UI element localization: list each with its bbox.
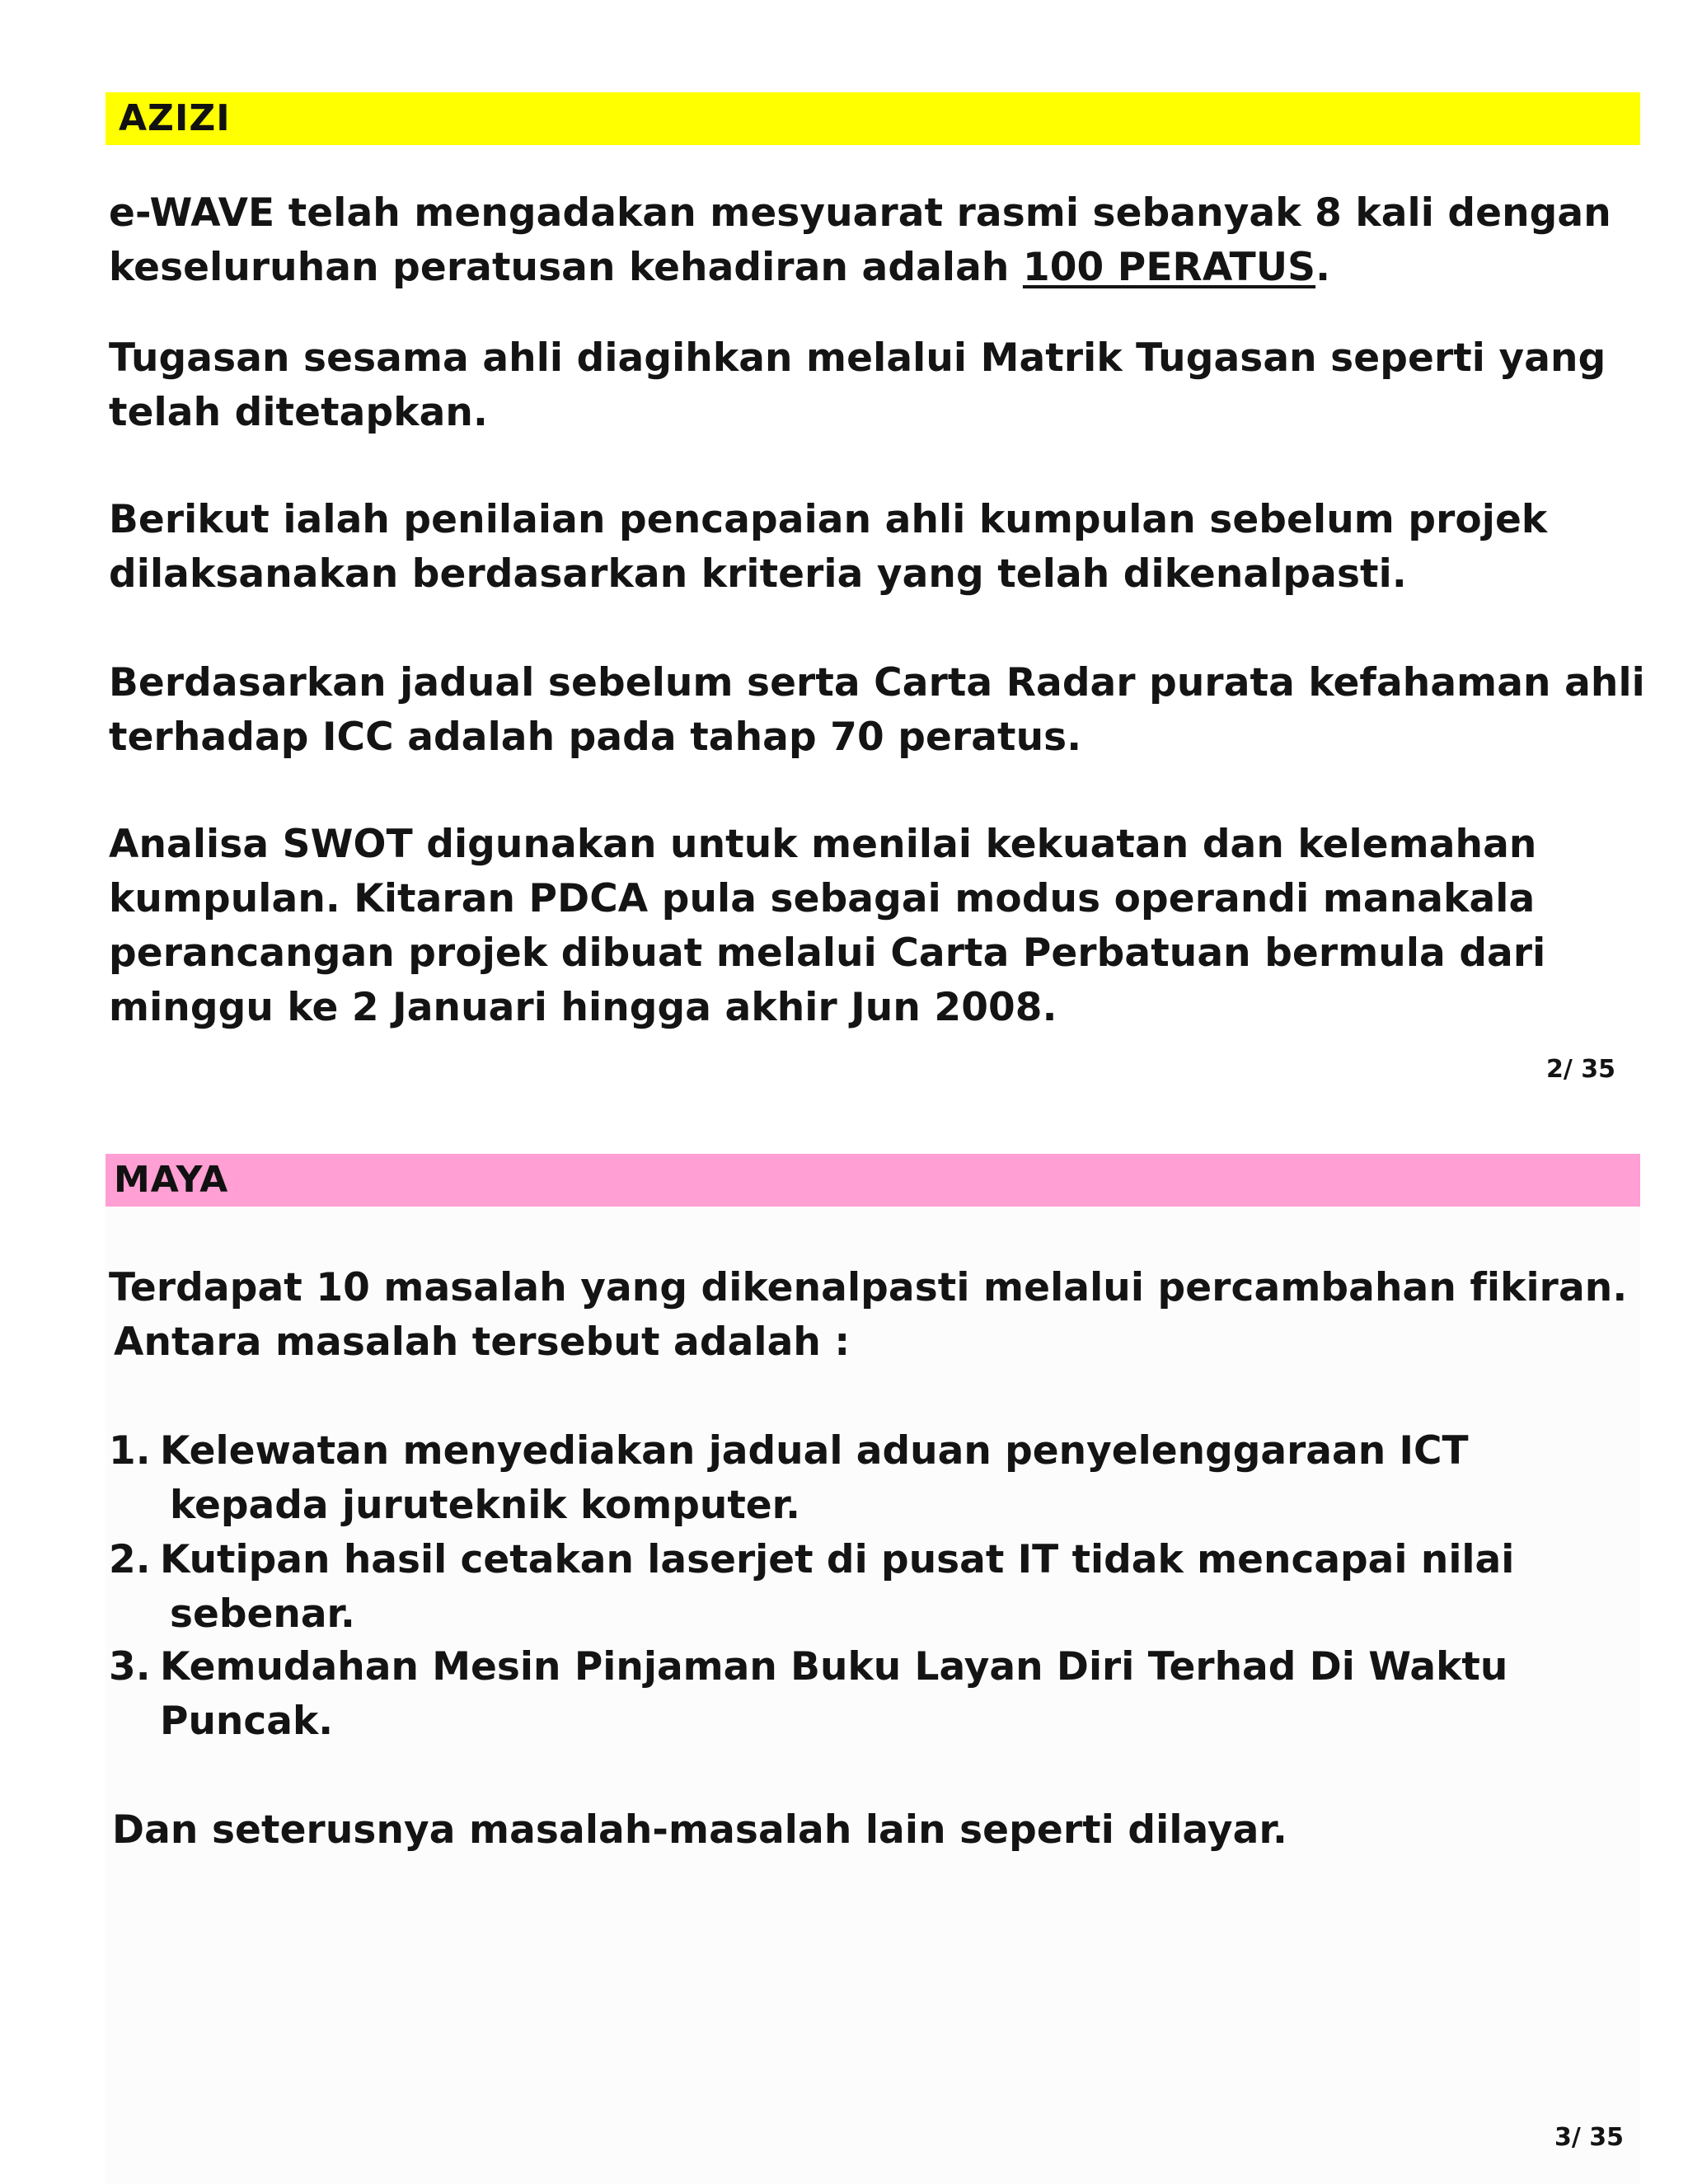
paragraph-line: perancangan projek dibuat melalui Carta Perbatuan bermula dari: [109, 930, 1546, 976]
paragraph-problem-intro: [109, 1261, 1627, 1370]
paragraph-line: e-WAVE telah mengadakan mesyuarat rasmi sebanyak 8 kali dengan: [109, 190, 1611, 236]
list-item-number: 1.: [109, 1428, 151, 1474]
list-item: [109, 1640, 1507, 1749]
text-fragment: .: [1315, 245, 1331, 290]
paragraph-member-assessment: [109, 493, 1547, 602]
list-item-continuation: sebenar.: [170, 1591, 355, 1637]
list-item-number: 2.: [109, 1537, 151, 1582]
section-header-azizi: AZIZI: [106, 92, 1640, 145]
list-item-continuation: kepada juruteknik komputer.: [170, 1483, 800, 1528]
paragraph-radar-chart: [109, 656, 1645, 765]
paragraph-line: dilaksanakan berdasarkan kriteria yang telah dikenalpasti.: [109, 551, 1407, 597]
paragraph-line: minggu ke 2 Januari hingga akhir Jun 2008.: [109, 985, 1057, 1030]
paragraph-line: kumpulan. Kitaran PDCA pula sebagai modus operandi manakala: [109, 876, 1536, 921]
paragraph-line: Antara masalah tersebut adalah :: [114, 1319, 851, 1365]
text-fragment: keseluruhan peratusan kehadiran adalah: [109, 245, 1023, 290]
page-number-bottom: 3/ 35: [1554, 2123, 1625, 2152]
paragraph-line: Dan seterusnya masalah-masalah lain seperti dilayar.: [112, 1807, 1288, 1853]
paragraph-meeting-attendance: [109, 186, 1611, 295]
paragraph-line: Analisa SWOT digunakan untuk menilai kekuatan dan kelemahan: [109, 822, 1537, 867]
list-item-number: 3.: [109, 1644, 151, 1690]
list-item: [109, 1533, 1514, 1642]
paragraph-line: telah ditetapkan.: [109, 390, 488, 435]
paragraph-line: [109, 241, 1611, 295]
list-item-text: Kelewatan menyediakan jadual aduan penyelenggaraan ICT: [160, 1428, 1469, 1474]
paragraph-line: Tugasan sesama ahli diagihkan melalui Matrik Tugasan seperti yang: [109, 335, 1606, 381]
paragraph-closing: [112, 1803, 1287, 1858]
list-item: [109, 1424, 1469, 1533]
list-item-text: Kutipan hasil cetakan laserjet di pusat IT tidak mencapai nilai: [160, 1537, 1515, 1582]
paragraph-line: Berikut ialah penilaian pencapaian ahli kumpulan sebelum projek: [109, 497, 1548, 542]
list-item-continuation: Puncak.: [160, 1699, 334, 1744]
paragraph-task-distribution: [109, 331, 1606, 440]
emphasis-attendance-percent: 100 PERATUS: [1022, 245, 1316, 290]
list-item-text: Kemudahan Mesin Pinjaman Buku Layan Diri Terhad Di Waktu: [160, 1644, 1508, 1690]
paragraph-line: Terdapat 10 masalah yang dikenalpasti melalui percambahan fikiran.: [109, 1265, 1628, 1310]
page-number-top: 2/ 35: [1546, 1055, 1616, 1084]
paragraph-swot-pdca: [109, 818, 1545, 1035]
paragraph-line: terhadap ICC adalah pada tahap 70 peratus.: [109, 715, 1082, 760]
paragraph-line: Berdasarkan jadual sebelum serta Carta Radar purata kefahaman ahli: [109, 660, 1645, 705]
section-header-maya: MAYA: [106, 1154, 1640, 1207]
